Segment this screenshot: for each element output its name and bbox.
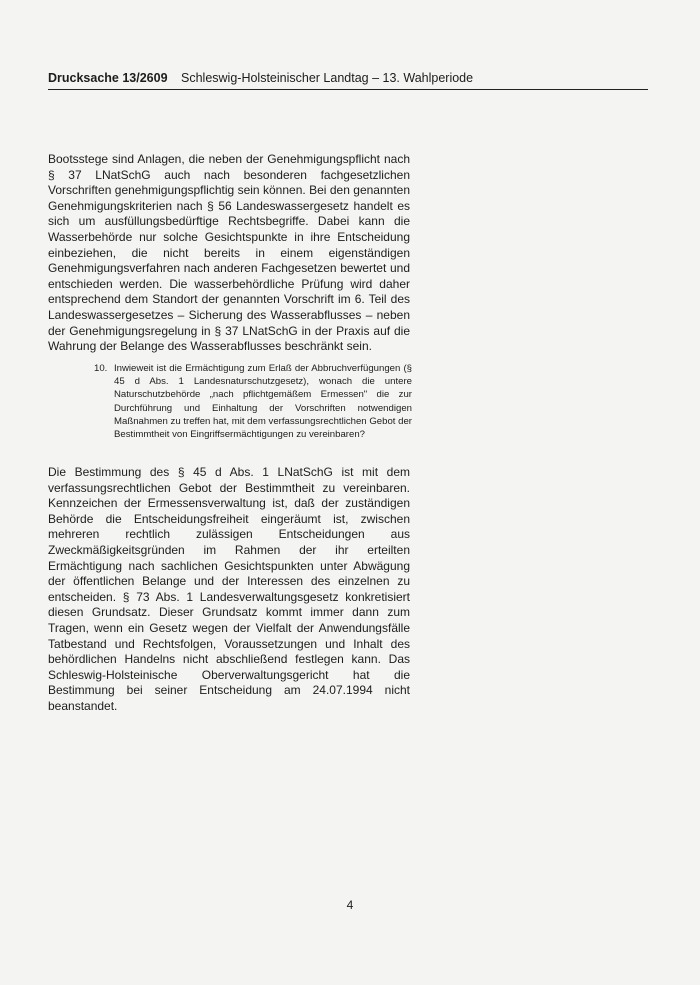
question-text: Inwieweit ist die Ermächtigung zum Erlaß der Abbruchverfügungen (§ 45 d Abs. 1 Landesnaturschutzgesetz), wonach die untere Naturschutzbehörde „nach pflichtgemäßem Ermessen" die zur Durchführung und Einhaltung der Vorschriften notwendigen Maßnahmen zu treffen hat, mit dem verfassungsrechtlichen Gebot der Bestimmtheit von Eingriffsermächtigungen zu vereinbaren? <box>114 363 412 441</box>
page-number: 4 <box>346 898 354 912</box>
document-title: Schleswig-Holsteinischer Landtag – 13. Wahlperiode <box>181 71 474 85</box>
answer-paragraph-1: Bootsstege sind Anlagen, die neben der Genehmigungspflicht nach § 37 LNatSchG auch nach besonderen fachgesetzlichen Vorschriften genehmigungspflichtig sein können. Bei den genannten Genehmigungskriterien nach § 56 Landeswassergesetz handelt es sich um ausfüllungsbedürftige Rechtsbegriffe. Dabei kann die Wasserbehörde nur solche Gesichtspunkte in ihre Entscheidung einbeziehen, die nicht bereits in einem eigenständigen Genehmigungsverfahren nach anderen Fachgesetzen bewertet und entschieden werden. Die wasserbehördliche Prüfung wird daher entsprechend dem Standort der genannten Vorschrift im 6. Teil des Landeswassergesetzes – Sicherung des Wasserabflusses – neben der Genehmigungsregelung in § 37 LNatSchG in der Praxis auf die Wahrung der Belange des Wasserabflusses beschränkt sein. <box>48 152 410 354</box>
question-block <box>94 362 412 441</box>
document-number: Drucksache 13/2609 <box>48 71 168 85</box>
page-header <box>48 70 648 90</box>
answer-paragraph-2: Die Bestimmung des § 45 d Abs. 1 LNatSchG ist mit dem verfassungsrechtlichen Gebot der Bestimmtheit zu vereinbaren. Kennzeichen der Ermessensverwaltung ist, daß der zuständigen Behörde die Entscheidungsfreiheit eingeräumt ist, zwischen mehreren rechtlich zulässigen Entscheidungen aus Zweckmäßigkeitsgründen im Rahmen der ihr erteilten Ermächtigung nach sachlichen Gesichtspunkten unter Abwägung der öffentlichen Belange und der Interessen des einzelnen zu entscheiden. § 73 Abs. 1 Landesverwaltungsgesetz konkretisiert diesen Grundsatz. Dieser Grundsatz kommt immer dann zum Tragen, wenn ein Gesetz wegen der Vielfalt der Anwendungsfälle Tatbestand und Rechtsfolgen, Voraussetzungen und Inhalt des behördlichen Handelns nicht abschließend festlegen kann. Das Schleswig-Holsteinische Oberverwaltungsgericht hat die Bestimmung bei seiner Entscheidung am 24.07.1994 nicht beanstandet. <box>48 465 410 713</box>
question-number: 10. <box>94 363 108 374</box>
